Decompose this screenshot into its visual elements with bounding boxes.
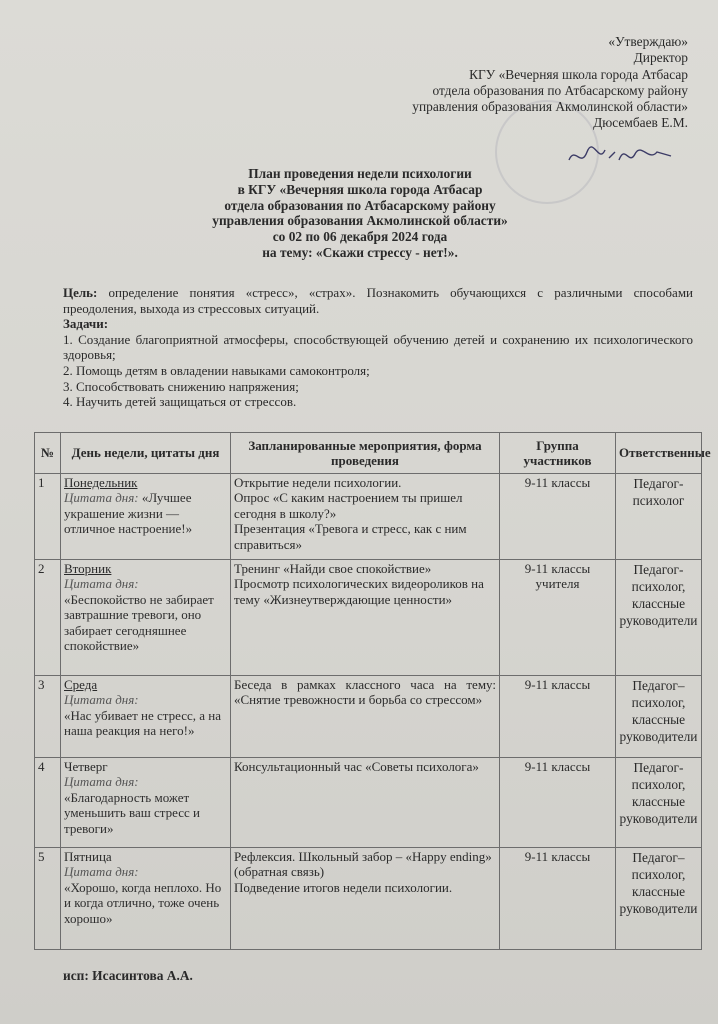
events-cell [231, 560, 500, 676]
approval-line: отдела образования по Атбасарскому району [432, 82, 688, 98]
task-item: 2. Помощь детям в овладении навыками самоконтроля; [63, 362, 370, 378]
header-num: № [35, 433, 61, 474]
quote-label: Цитата дня: [64, 692, 139, 708]
event-item: Просмотр психологических видеороликов на тему «Жизнеутверждающие ценности» [234, 576, 484, 607]
day-name: Вторник [64, 561, 112, 576]
document-title [150, 166, 570, 261]
event-item: Открытие недели психологии. [234, 475, 402, 490]
quote-text: «Благодарность может уменьшить ваш стресс и тревоги» [64, 789, 200, 836]
tasks-label: Задачи: [63, 316, 109, 332]
row-num: 4 [35, 758, 61, 848]
title-line: отдела образования по Атбасарскому району [224, 197, 496, 213]
event-item: Презентация «Тревога и стресс, как с ним справиться» [234, 521, 467, 552]
quote-label: Цитата дня: [64, 490, 139, 506]
quote-text: «Лучшее украшение жизни — отличное настроение!» [64, 490, 193, 537]
group-cell: 9-11 классы [500, 474, 616, 560]
group-cell: 9-11 классы учителя [500, 560, 616, 676]
approval-block [328, 34, 688, 132]
day-cell [61, 560, 231, 676]
events-cell [231, 848, 500, 950]
handwritten-signature [565, 138, 675, 172]
event-item: Консультационный час «Советы психолога» [234, 759, 479, 774]
events-cell [231, 676, 500, 758]
goal-section [63, 285, 693, 410]
task-item: 4. Научить детей защищаться от стрессов. [63, 394, 297, 410]
quote-text: «Нас убивает не стресс, а на наша реакция на него!» [64, 707, 221, 739]
quote-text: «Хорошо, когда неплохо. Но и когда отлично, тоже очень хорошо» [64, 879, 222, 926]
table-row [35, 848, 702, 950]
day-name: Понедельник [64, 475, 138, 490]
approval-line: Дюсембаев Е.М. [593, 115, 688, 131]
title-line: План проведения недели психологии [248, 166, 472, 181]
event-item: Подведение итогов недели психологии. [234, 879, 453, 895]
goal-paragraph [63, 285, 693, 316]
row-num: 2 [35, 560, 61, 676]
approval-line: Директор [633, 50, 688, 66]
responsible-cell: Педагог–психолог, классные руководители [616, 676, 702, 758]
day-cell [61, 474, 231, 560]
event-item: Опрос «С каким настроением ты пришел сегодня в школу?» [234, 490, 463, 521]
approval-line: КГУ «Вечерняя школа города Атбасар [469, 66, 688, 82]
group-cell: 9-11 классы [500, 758, 616, 848]
day-cell [61, 848, 231, 950]
responsible-cell: Педагог–психолог, классные руководители [616, 848, 702, 950]
day-cell [61, 676, 231, 758]
row-num: 5 [35, 848, 61, 950]
table-row [35, 676, 702, 758]
event-item: Рефлексия. Школьный забор – «Happy ending» (обратная связь) [234, 849, 492, 880]
day-name: Пятница [64, 849, 112, 864]
header-events: Запланированные мероприятия, форма проведения [231, 433, 500, 474]
task-item: 3. Способствовать снижению напряжения; [63, 378, 299, 394]
plan-table [34, 432, 711, 950]
goal-label: Цель: [63, 285, 98, 300]
quote-label: Цитата дня: [64, 774, 139, 790]
approval-line: «Утверждаю» [608, 34, 688, 49]
title-line: управления образования Акмолинской области» [212, 213, 508, 229]
table-header-row [35, 433, 702, 474]
group-cell: 9-11 классы [500, 848, 616, 950]
event-item: Беседа в рамках классного часа на тему: «Снятие тревожности и борьба со стрессом» [234, 677, 496, 708]
title-line: со 02 по 06 декабря 2024 года [272, 229, 448, 245]
table-row [35, 560, 702, 676]
approval-line: управления образования Акмолинской области» [412, 99, 688, 115]
title-line: на тему: «Скажи стрессу - нет!». [262, 244, 458, 260]
title-line: в КГУ «Вечерняя школа города Атбасар [237, 181, 483, 197]
group-cell: 9-11 классы [500, 676, 616, 758]
events-cell [231, 758, 500, 848]
quote-label: Цитата дня: [64, 576, 139, 592]
goal-text: определение понятия «стресс», «страх». Познакомить обучающихся с различными способами преодоления, выхода из стрессовых ситуаций. [63, 285, 693, 316]
header-group: Группа участников [500, 433, 616, 474]
responsible-cell: Педагог-психолог [616, 474, 702, 560]
row-num: 1 [35, 474, 61, 560]
table-row [35, 474, 702, 560]
header-responsible: Ответственные [616, 433, 702, 474]
day-name: Среда [64, 677, 98, 692]
table-row [35, 758, 702, 848]
event-item: Тренинг «Найди свое спокойствие» [234, 561, 432, 576]
row-num: 3 [35, 676, 61, 758]
quote-text: «Беспокойство не забирает завтрашние тревоги, оно забирает сегодняшнее спокойствие» [64, 591, 214, 654]
responsible-cell: Педагог-психолог, классные руководители [616, 560, 702, 676]
responsible-cell: Педагог-психолог, классные руководители [616, 758, 702, 848]
events-cell [231, 474, 500, 560]
executor-line: исп: Исасинтова А.А. [63, 968, 193, 983]
day-name: Четверг [64, 759, 108, 774]
task-item: 1. Создание благоприятной атмосферы, способствующей обучению детей и сохранению их психологического здоровья; [63, 331, 693, 363]
header-day: День недели, цитаты дня [61, 433, 231, 474]
day-cell [61, 758, 231, 848]
quote-label: Цитата дня: [64, 864, 139, 880]
